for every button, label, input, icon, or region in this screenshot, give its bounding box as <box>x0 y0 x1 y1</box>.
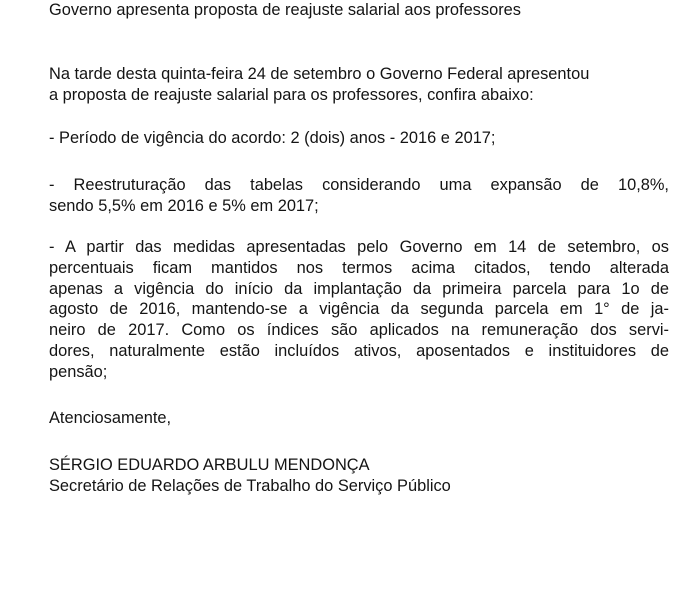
item1-line-1: - Período de vigência do acordo: 2 (dois) anos - 2016 e 2017; <box>49 129 496 147</box>
item3-line-7: pensão; <box>49 362 108 381</box>
item3-line-5: neiro de 2017. Como os índices são aplicados na remuneração dos servi- <box>49 321 669 340</box>
signature-role-line: Secretário de Relações de Trabalho do Serviço Público <box>49 477 451 495</box>
item-validity-period <box>49 128 495 149</box>
document-title <box>49 0 521 21</box>
item3-line-4: agosto de 2016, mantendo-se a vigência da segunda parcela em 1° de ja- <box>49 300 669 319</box>
closing-line: Atenciosamente, <box>49 409 172 427</box>
title-line: Governo apresenta proposta de reajuste salarial aos professores <box>49 1 521 19</box>
intro-line-2: a proposta de reajuste salarial para os professores, confira abaixo: <box>49 85 534 104</box>
item3-line-3: apenas a vigência do início da implantação da primeira parcela para 1o de <box>49 279 669 298</box>
item2-line-1: - Reestruturação das tabelas considerando uma expansão de 10,8%, <box>49 176 669 194</box>
item3-line-1: - A partir das medidas apresentadas pelo Governo em 14 de setembro, os <box>49 238 669 256</box>
item-table-restructuring <box>49 175 669 217</box>
signature-role <box>49 476 451 497</box>
signature-name <box>49 455 370 476</box>
intro-line-1: Na tarde desta quinta-feira 24 de setembro o Governo Federal apresentou <box>49 65 590 83</box>
item3-line-2: percentuais ficam mantidos nos termos acima citados, tendo alterada <box>49 258 669 277</box>
item2-line-2: sendo 5,5% em 2016 e 5% em 2017; <box>49 196 319 215</box>
closing-salutation <box>49 408 171 429</box>
signature-name-line: SÉRGIO EDUARDO ARBULU MENDONÇA <box>49 456 370 474</box>
item-implementation-schedule <box>49 237 669 383</box>
item3-line-6: dores, naturalmente estão incluídos ativos, aposentados e instituidores de <box>49 341 669 360</box>
intro-paragraph <box>49 64 589 106</box>
